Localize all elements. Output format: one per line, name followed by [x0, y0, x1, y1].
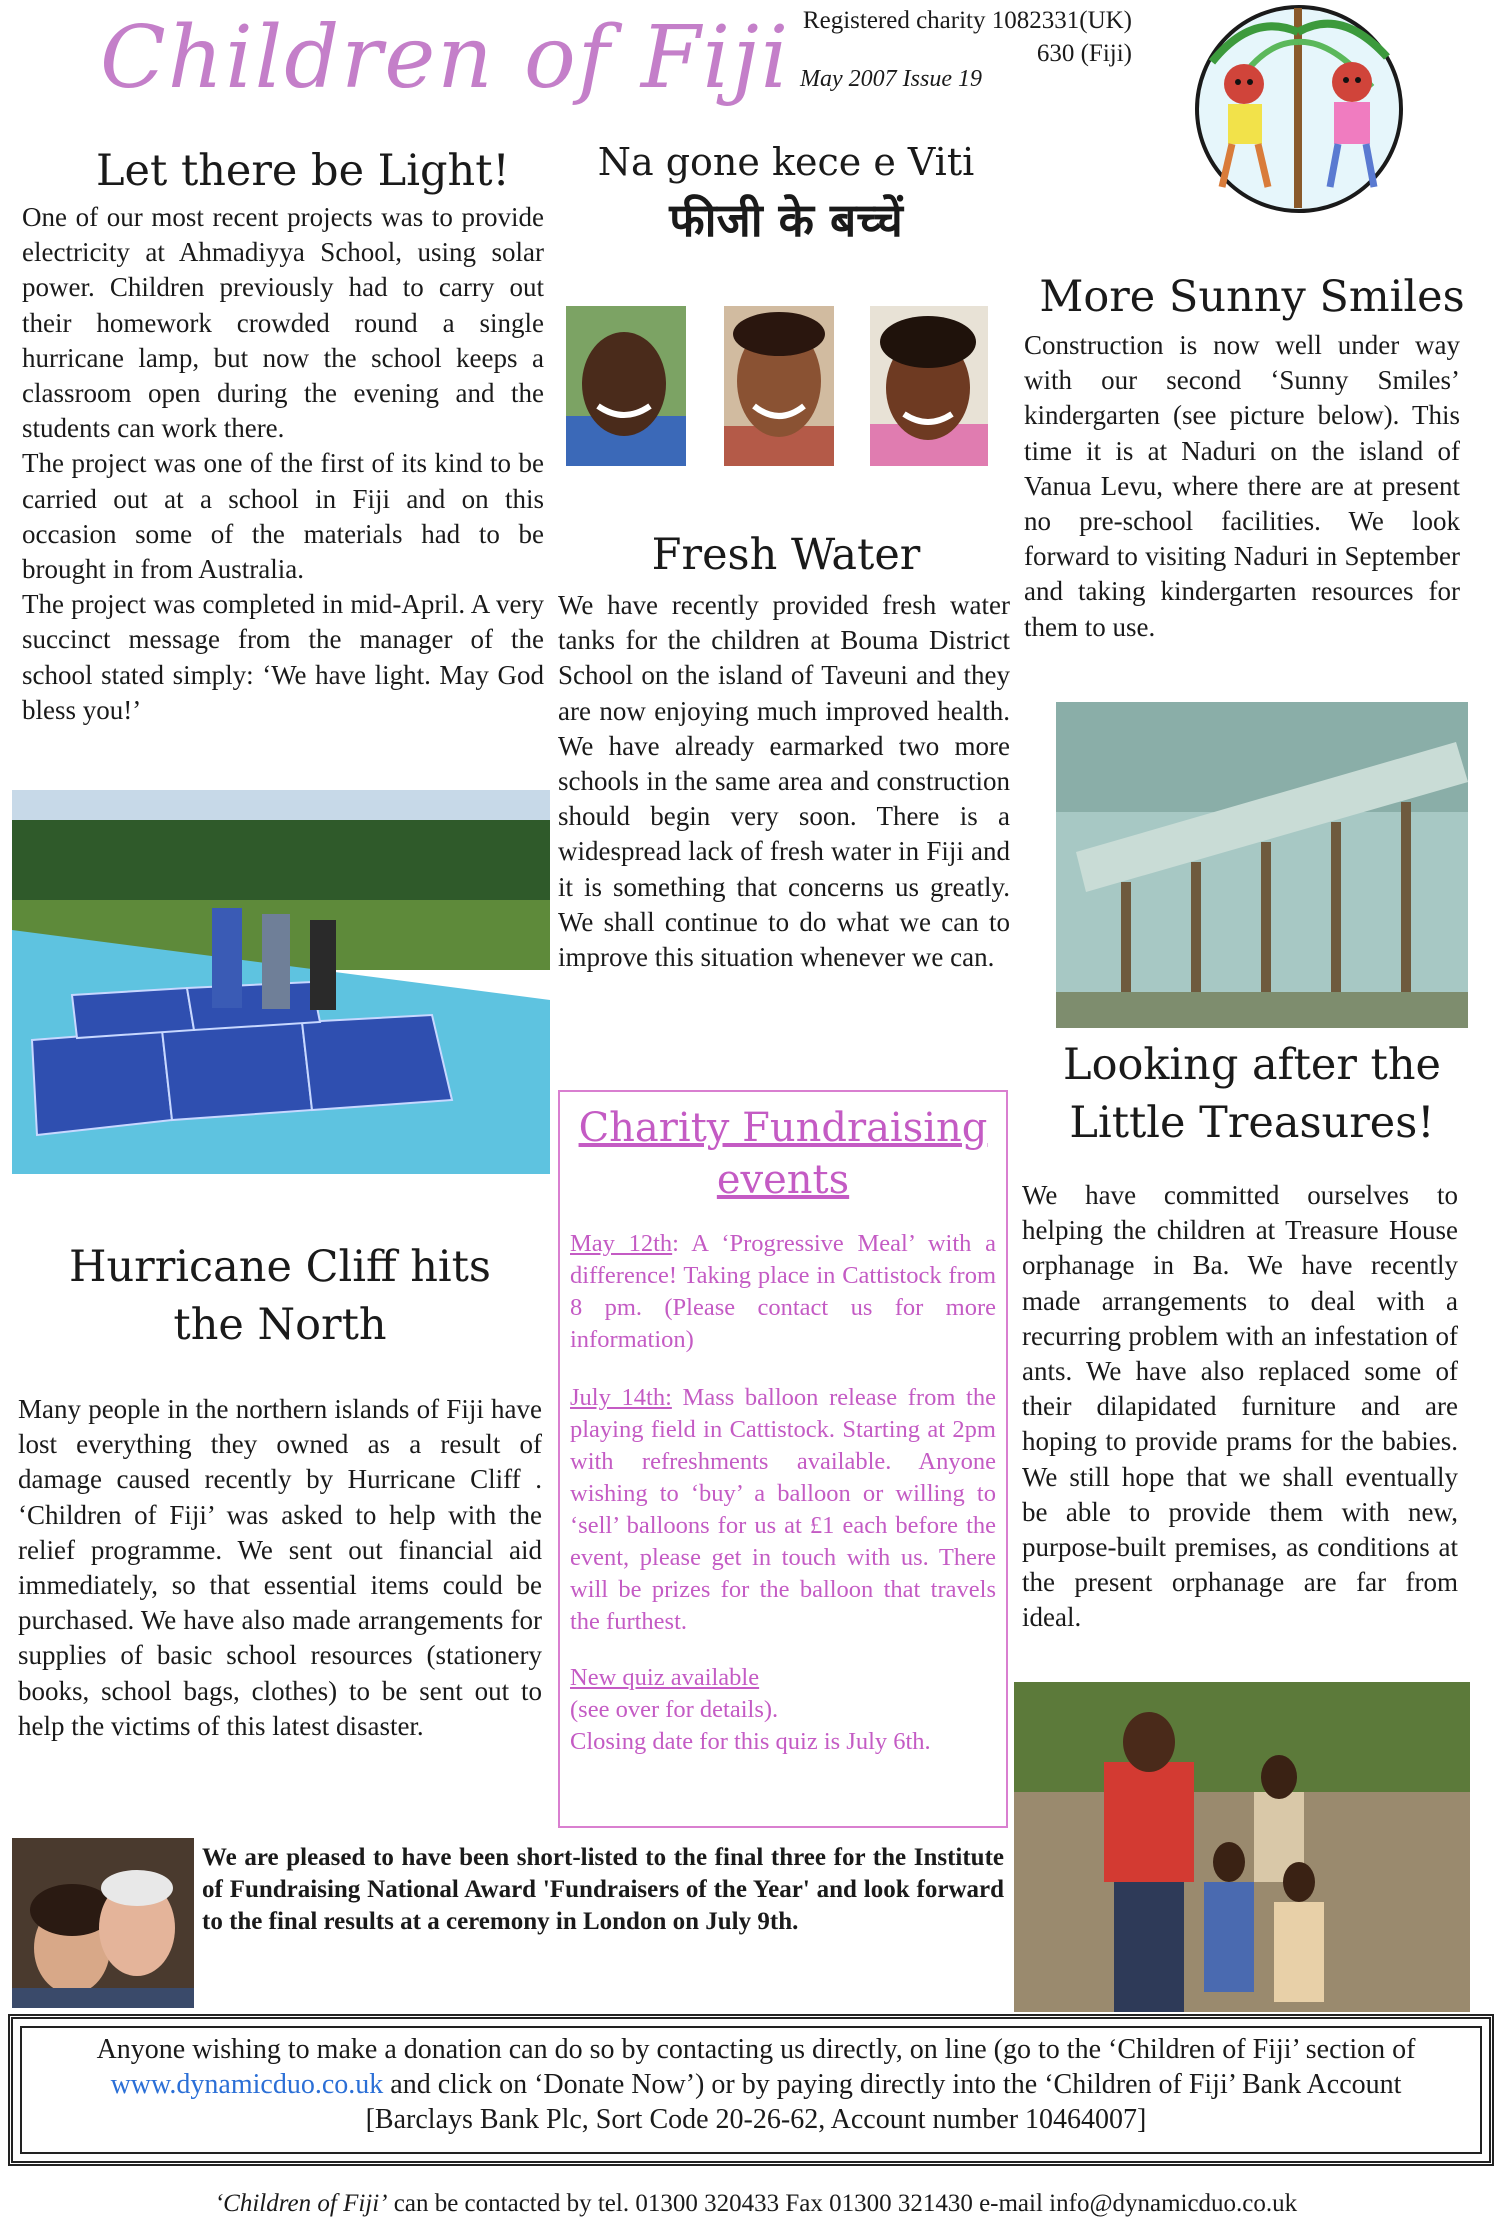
event-balloon	[570, 1382, 996, 1638]
donation-text	[30, 2032, 1482, 2137]
treasures-heading-line-1: Looking after the	[1063, 1040, 1441, 1090]
light-heading: Let there be Light!	[96, 146, 510, 196]
intro-block	[558, 140, 1014, 250]
water-article: We have recently provided fresh water tanks for the children at Bouma District School on the island of Taveuni and they are now enjoying much improved health. We have already earmarked two more schools in the same area and construction should begin very soon. There is a widespread lack of fresh water in Fiji and it is something that concerns us greatly. We shall continue to do what we can to improve this situation whenever we can.	[558, 590, 1010, 973]
event-balloon-date: July 14th:	[570, 1384, 672, 1411]
smiles-article: Construction is now well under way with our second ‘Sunny Smiles’ kindergarten (see picture below). This time it is at Naduri on the island of Vanua Levu, where there are at present no pre-school facilities. We look forward to visiting Naduri in September and taking kindergarten resources for them to use.	[1024, 330, 1460, 642]
smiles-heading: More Sunny Smiles	[1039, 272, 1465, 322]
charity-registration	[760, 4, 1132, 70]
donation-line-2	[30, 2067, 1482, 2102]
kindergarten-construction-photo	[1056, 702, 1468, 1028]
masthead-title: Children of Fiji	[100, 8, 791, 108]
award-announcement: We are pleased to have been short-listed to the final three for the Institute of Fundraising National Award 'Fundraisers of the Year' and look forward to the final results at a ceremony in London on July 9th.	[202, 1844, 1004, 1935]
light-paragraph-1: One of our most recent projects was to provide electricity at Ahmadiyya School, using solar power. Children previously had to carry out their homework crowded round a single hurricane lamp, but now the school keeps a classroom open during the evening and the students can work there.	[22, 202, 544, 444]
events-heading-line-1: Charity Fundraising	[578, 1105, 988, 1151]
contact-line	[0, 2190, 1512, 2218]
treasures-heading-line-2: Little Treasures!	[1069, 1098, 1435, 1148]
solar-panel-photo	[12, 790, 550, 1174]
donation-bank-details: [Barclays Bank Plc, Sort Code 20-26-62, Account number 10464007]	[365, 2104, 1147, 2135]
hurricane-heading	[30, 1238, 530, 1354]
light-paragraph-3: The project was completed in mid-April. A very succinct message from the manager of the school stated simply: ‘We have light. May God bless you!’	[22, 589, 544, 725]
hurricane-heading-line-2: the North	[173, 1300, 387, 1350]
orphanage-children-photo	[1014, 1682, 1470, 2012]
child-photo-3	[870, 306, 988, 466]
event-meal	[570, 1228, 996, 1356]
events-heading-line-2: events	[716, 1157, 850, 1203]
donation-website-link[interactable]: www.dynamicduo.co.uk	[110, 2069, 384, 2100]
events-box	[558, 1090, 1008, 1828]
event-meal-date: May 12th	[570, 1230, 673, 1257]
treasures-article: We have committed ourselves to helping the children at Treasure House orphanage in Ba. We have recently made arrangements to deal with a recurring problem with an infestation of ants. We have also replaced some of their dilapidated furniture and are hoping to provide prams for the babies. We still hope that we shall eventually be able to provide them with new, purpose-built premises, as conditions at the present orphanage are far from ideal.	[1022, 1180, 1458, 1633]
child-photo-1	[566, 306, 686, 466]
quiz-closing-date: Closing date for this quiz is July 6th.	[570, 1728, 931, 1755]
charity-uk: Registered charity 1082331(UK)	[802, 7, 1132, 34]
hindi-greeting: फीजी के बच्चें	[669, 193, 903, 247]
light-article	[22, 200, 544, 728]
contact-details: can be contacted by tel. 01300 320433 Fax 01300 321430 e-mail info@dynamicduo.co.uk	[387, 2190, 1298, 2217]
treasures-heading	[1022, 1036, 1482, 1152]
event-meal-text: : A ‘Progressive Meal’ with a difference! Taking place in Cattistock from 8 pm. (Please contact us for more information)	[570, 1230, 996, 1353]
quiz-notice	[570, 1662, 996, 1758]
hurricane-heading-line-1: Hurricane Cliff hits	[68, 1242, 491, 1292]
issue-label: May 2007 Issue 19	[800, 66, 982, 92]
event-balloon-text: Mass balloon release from the playing field in Cattistock. Starting at 2pm with refreshments available. Anyone wishing to ‘buy’ a balloon or willing to ‘sell’ balloons for us at £1 each before the event, please get in touch with us. There will be prizes for the balloon that travels the furthest.	[570, 1384, 996, 1635]
fundraisers-photo	[12, 1838, 194, 2008]
donation-line-1: Anyone wishing to make a donation can do so by contacting us directly, on line (go to the ‘Children of Fiji’ section of	[96, 2034, 1416, 2065]
contact-org-name: ‘Children of Fiji’	[214, 2190, 388, 2217]
quiz-title[interactable]: New quiz available	[570, 1664, 760, 1691]
light-paragraph-2: The project was one of the first of its kind to be carried out at a school in Fiji and on this occasion some of the materials had to be brought in from Australia.	[22, 448, 544, 585]
fijian-greeting: Na gone kece e Viti	[597, 140, 975, 184]
donation-line-2-text: and click on ‘Donate Now’) or by paying directly into the ‘Children of Fiji’ Bank Account	[383, 2069, 1402, 2100]
events-heading	[570, 1102, 996, 1206]
charity-fiji: 630 (Fiji)	[1036, 40, 1132, 67]
quiz-details: (see over for details).	[570, 1696, 779, 1723]
child-photo-2	[724, 306, 834, 466]
water-heading: Fresh Water	[651, 530, 921, 580]
children-logo	[1182, 2, 1416, 216]
hurricane-article: Many people in the northern islands of Fiji have lost everything they owned as a result of damage caused recently by Hurricane Cliff . ‘Children of Fiji’ was asked to help with the relief programme. We sent out financial aid immediately, so that essential items could be purchased. We have also made arrangements for supplies of basic school resources (stationery books, school bags, clothes) to be sent out to help the victims of this latest disaster.	[18, 1394, 542, 1741]
